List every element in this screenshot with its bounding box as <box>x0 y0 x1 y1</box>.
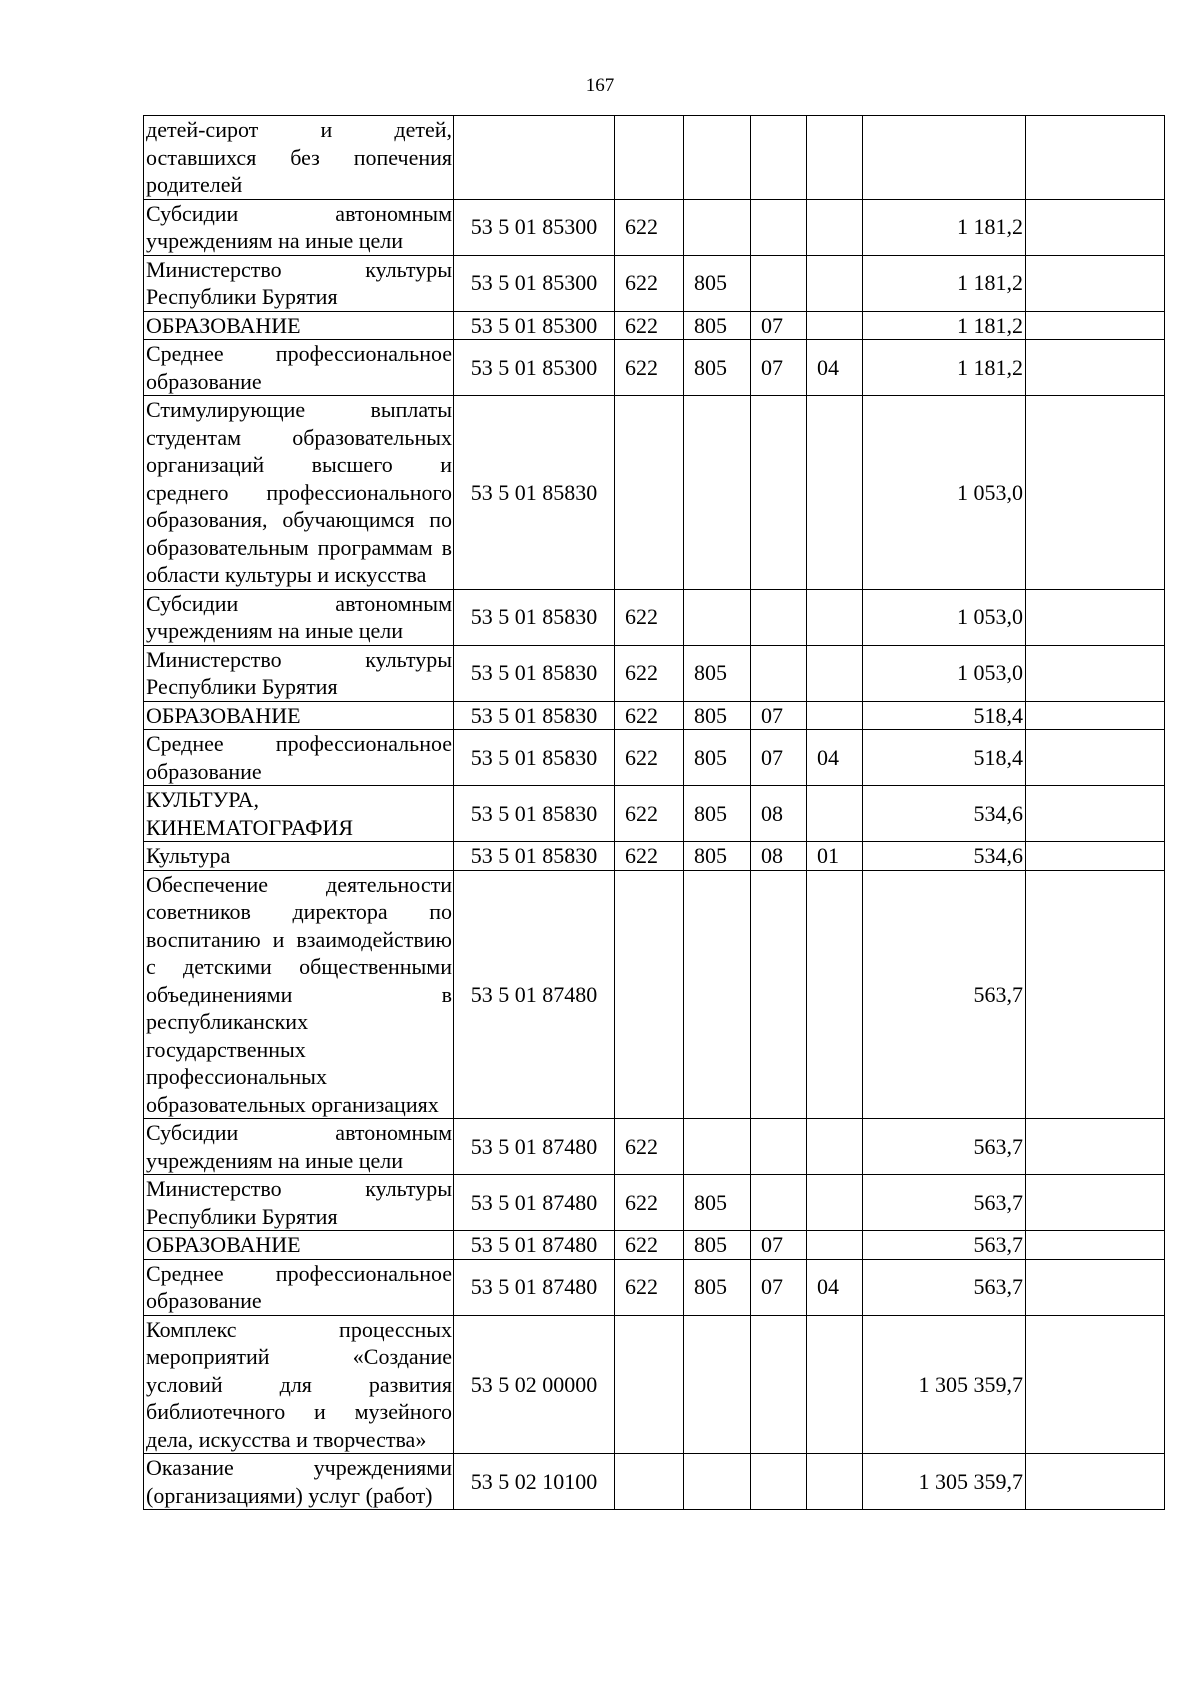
section-code-cell: 08 <box>751 786 807 842</box>
section-code-cell: 07 <box>751 1231 807 1260</box>
item-name-cell: Среднее профессиональное образование <box>144 1259 454 1315</box>
section-code-cell <box>751 870 807 1119</box>
ministry-code-cell: 805 <box>684 311 751 340</box>
ministry-code-cell: 805 <box>684 1231 751 1260</box>
amount-cell <box>863 116 1026 200</box>
table-row <box>144 870 1165 1119</box>
section-code-cell: 07 <box>751 311 807 340</box>
expense-type-cell: 622 <box>615 842 684 871</box>
expense-type-cell <box>615 396 684 590</box>
table-row <box>144 589 1165 645</box>
section-code-cell <box>751 116 807 200</box>
target-code-cell: 53 5 01 85830 <box>454 786 615 842</box>
amount-cell: 1 305 359,7 <box>863 1454 1026 1510</box>
section-code-cell <box>751 1315 807 1454</box>
expense-type-cell <box>615 1454 684 1510</box>
table-row <box>144 340 1165 396</box>
target-code-cell <box>454 116 615 200</box>
extra-amount-cell <box>1026 1175 1165 1231</box>
expense-type-cell: 622 <box>615 786 684 842</box>
expense-type-cell: 622 <box>615 199 684 255</box>
extra-amount-cell <box>1026 645 1165 701</box>
table-row <box>144 730 1165 786</box>
table-row <box>144 786 1165 842</box>
ministry-code-cell: 805 <box>684 1259 751 1315</box>
target-code-cell: 53 5 01 85830 <box>454 701 615 730</box>
target-code-cell: 53 5 01 85830 <box>454 645 615 701</box>
target-code-cell: 53 5 02 10100 <box>454 1454 615 1510</box>
extra-amount-cell <box>1026 701 1165 730</box>
target-code-cell: 53 5 01 87480 <box>454 1119 615 1175</box>
extra-amount-cell <box>1026 1454 1165 1510</box>
amount-cell: 1 181,2 <box>863 199 1026 255</box>
expense-type-cell: 622 <box>615 1231 684 1260</box>
target-code-cell: 53 5 01 85300 <box>454 199 615 255</box>
section-code-cell <box>751 645 807 701</box>
table-row <box>144 1454 1165 1510</box>
table-row <box>144 1315 1165 1454</box>
target-code-cell: 53 5 01 85830 <box>454 396 615 590</box>
ministry-code-cell: 805 <box>684 786 751 842</box>
extra-amount-cell <box>1026 1259 1165 1315</box>
extra-amount-cell <box>1026 199 1165 255</box>
expense-type-cell: 622 <box>615 589 684 645</box>
section-code-cell <box>751 1454 807 1510</box>
item-name-cell: Среднее профессиональное образование <box>144 340 454 396</box>
extra-amount-cell <box>1026 1119 1165 1175</box>
extra-amount-cell <box>1026 340 1165 396</box>
amount-cell: 563,7 <box>863 1175 1026 1231</box>
extra-amount-cell <box>1026 1231 1165 1260</box>
table-row <box>144 199 1165 255</box>
item-name-cell: ОБРАЗОВАНИЕ <box>144 1231 454 1260</box>
subsection-code-cell <box>807 311 863 340</box>
target-code-cell: 53 5 01 87480 <box>454 1231 615 1260</box>
amount-cell: 1 181,2 <box>863 255 1026 311</box>
section-code-cell: 07 <box>751 1259 807 1315</box>
expense-type-cell: 622 <box>615 340 684 396</box>
table-row <box>144 701 1165 730</box>
target-code-cell: 53 5 01 85300 <box>454 255 615 311</box>
ministry-code-cell <box>684 1315 751 1454</box>
expense-type-cell: 622 <box>615 645 684 701</box>
ministry-code-cell: 805 <box>684 842 751 871</box>
section-code-cell <box>751 255 807 311</box>
section-code-cell <box>751 1175 807 1231</box>
subsection-code-cell <box>807 1454 863 1510</box>
ministry-code-cell <box>684 1454 751 1510</box>
item-name-cell: Министерство культуры Республики Бурятия <box>144 1175 454 1231</box>
subsection-code-cell <box>807 1231 863 1260</box>
target-code-cell: 53 5 01 85830 <box>454 589 615 645</box>
subsection-code-cell <box>807 589 863 645</box>
extra-amount-cell <box>1026 730 1165 786</box>
item-name-cell: Оказание учреждениями (организациями) услуг (работ) <box>144 1454 454 1510</box>
amount-cell: 1 053,0 <box>863 589 1026 645</box>
section-code-cell: 07 <box>751 730 807 786</box>
subsection-code-cell <box>807 1119 863 1175</box>
section-code-cell <box>751 396 807 590</box>
amount-cell: 518,4 <box>863 730 1026 786</box>
subsection-code-cell <box>807 1175 863 1231</box>
subsection-code-cell <box>807 199 863 255</box>
extra-amount-cell <box>1026 396 1165 590</box>
subsection-code-cell <box>807 645 863 701</box>
target-code-cell: 53 5 01 87480 <box>454 1259 615 1315</box>
ministry-code-cell <box>684 116 751 200</box>
table-row <box>144 1175 1165 1231</box>
section-code-cell <box>751 199 807 255</box>
subsection-code-cell <box>807 1315 863 1454</box>
extra-amount-cell <box>1026 842 1165 871</box>
ministry-code-cell <box>684 1119 751 1175</box>
table-row <box>144 1119 1165 1175</box>
target-code-cell: 53 5 01 85830 <box>454 730 615 786</box>
ministry-code-cell: 805 <box>684 730 751 786</box>
extra-amount-cell <box>1026 116 1165 200</box>
item-name-cell: Стимулирующие выплаты студентам образовательных организаций высшего и среднего профессионального образования, обучающимся по образовательным программам в области культуры и искусства <box>144 396 454 590</box>
subsection-code-cell <box>807 396 863 590</box>
amount-cell: 1 053,0 <box>863 645 1026 701</box>
target-code-cell: 53 5 01 85300 <box>454 311 615 340</box>
section-code-cell <box>751 1119 807 1175</box>
amount-cell: 534,6 <box>863 842 1026 871</box>
amount-cell: 563,7 <box>863 1231 1026 1260</box>
ministry-code-cell: 805 <box>684 645 751 701</box>
amount-cell: 518,4 <box>863 701 1026 730</box>
ministry-code-cell <box>684 870 751 1119</box>
expense-type-cell: 622 <box>615 311 684 340</box>
target-code-cell: 53 5 02 00000 <box>454 1315 615 1454</box>
item-name-cell: Министерство культуры Республики Бурятия <box>144 645 454 701</box>
item-name-cell: Субсидии автономным учреждениям на иные цели <box>144 589 454 645</box>
ministry-code-cell: 805 <box>684 340 751 396</box>
budget-table <box>143 115 1165 1510</box>
table-row <box>144 1231 1165 1260</box>
table-row <box>144 645 1165 701</box>
target-code-cell: 53 5 01 87480 <box>454 870 615 1119</box>
extra-amount-cell <box>1026 870 1165 1119</box>
expense-type-cell: 622 <box>615 255 684 311</box>
subsection-code-cell <box>807 701 863 730</box>
extra-amount-cell <box>1026 1315 1165 1454</box>
extra-amount-cell <box>1026 255 1165 311</box>
amount-cell: 563,7 <box>863 870 1026 1119</box>
ministry-code-cell <box>684 199 751 255</box>
item-name-cell: Культура <box>144 842 454 871</box>
ministry-code-cell <box>684 396 751 590</box>
item-name-cell: Обеспечение деятельности советников директора по воспитанию и взаимодействию с детскими общественными объединениями в республиканских государственных профессиональных образовательных организациях <box>144 870 454 1119</box>
ministry-code-cell <box>684 589 751 645</box>
subsection-code-cell <box>807 255 863 311</box>
subsection-code-cell: 04 <box>807 730 863 786</box>
table-row <box>144 842 1165 871</box>
item-name-cell: Субсидии автономным учреждениям на иные цели <box>144 199 454 255</box>
target-code-cell: 53 5 01 85300 <box>454 340 615 396</box>
subsection-code-cell: 04 <box>807 340 863 396</box>
ministry-code-cell: 805 <box>684 1175 751 1231</box>
expense-type-cell: 622 <box>615 1119 684 1175</box>
subsection-code-cell <box>807 116 863 200</box>
target-code-cell: 53 5 01 85830 <box>454 842 615 871</box>
table-row <box>144 255 1165 311</box>
expense-type-cell: 622 <box>615 1259 684 1315</box>
item-name-cell: ОБРАЗОВАНИЕ <box>144 701 454 730</box>
item-name-cell: КУЛЬТУРА, КИНЕМАТОГРАФИЯ <box>144 786 454 842</box>
table-row <box>144 396 1165 590</box>
item-name-cell: Комплекс процессных мероприятий «Создание условий для развития библиотечного и музейного дела, искусства и творчества» <box>144 1315 454 1454</box>
expense-type-cell: 622 <box>615 730 684 786</box>
page-number: 167 <box>585 75 615 96</box>
item-name-cell: Среднее профессиональное образование <box>144 730 454 786</box>
subsection-code-cell <box>807 870 863 1119</box>
expense-type-cell <box>615 870 684 1119</box>
amount-cell: 563,7 <box>863 1119 1026 1175</box>
item-name-cell: Министерство культуры Республики Бурятия <box>144 255 454 311</box>
section-code-cell: 08 <box>751 842 807 871</box>
expense-type-cell: 622 <box>615 701 684 730</box>
table-row <box>144 116 1165 200</box>
expense-type-cell <box>615 116 684 200</box>
table-row <box>144 311 1165 340</box>
extra-amount-cell <box>1026 589 1165 645</box>
ministry-code-cell: 805 <box>684 255 751 311</box>
amount-cell: 563,7 <box>863 1259 1026 1315</box>
extra-amount-cell <box>1026 786 1165 842</box>
amount-cell: 1 181,2 <box>863 311 1026 340</box>
item-name-cell: детей-сирот и детей, оставшихся без попечения родителей <box>144 116 454 200</box>
ministry-code-cell: 805 <box>684 701 751 730</box>
subsection-code-cell <box>807 786 863 842</box>
table-row <box>144 1259 1165 1315</box>
expense-type-cell <box>615 1315 684 1454</box>
section-code-cell: 07 <box>751 701 807 730</box>
extra-amount-cell <box>1026 311 1165 340</box>
item-name-cell: Субсидии автономным учреждениям на иные цели <box>144 1119 454 1175</box>
expense-type-cell: 622 <box>615 1175 684 1231</box>
amount-cell: 1 305 359,7 <box>863 1315 1026 1454</box>
target-code-cell: 53 5 01 87480 <box>454 1175 615 1231</box>
subsection-code-cell: 01 <box>807 842 863 871</box>
amount-cell: 1 053,0 <box>863 396 1026 590</box>
subsection-code-cell: 04 <box>807 1259 863 1315</box>
budget-table-body <box>144 116 1165 1510</box>
amount-cell: 534,6 <box>863 786 1026 842</box>
amount-cell: 1 181,2 <box>863 340 1026 396</box>
item-name-cell: ОБРАЗОВАНИЕ <box>144 311 454 340</box>
section-code-cell <box>751 589 807 645</box>
section-code-cell: 07 <box>751 340 807 396</box>
